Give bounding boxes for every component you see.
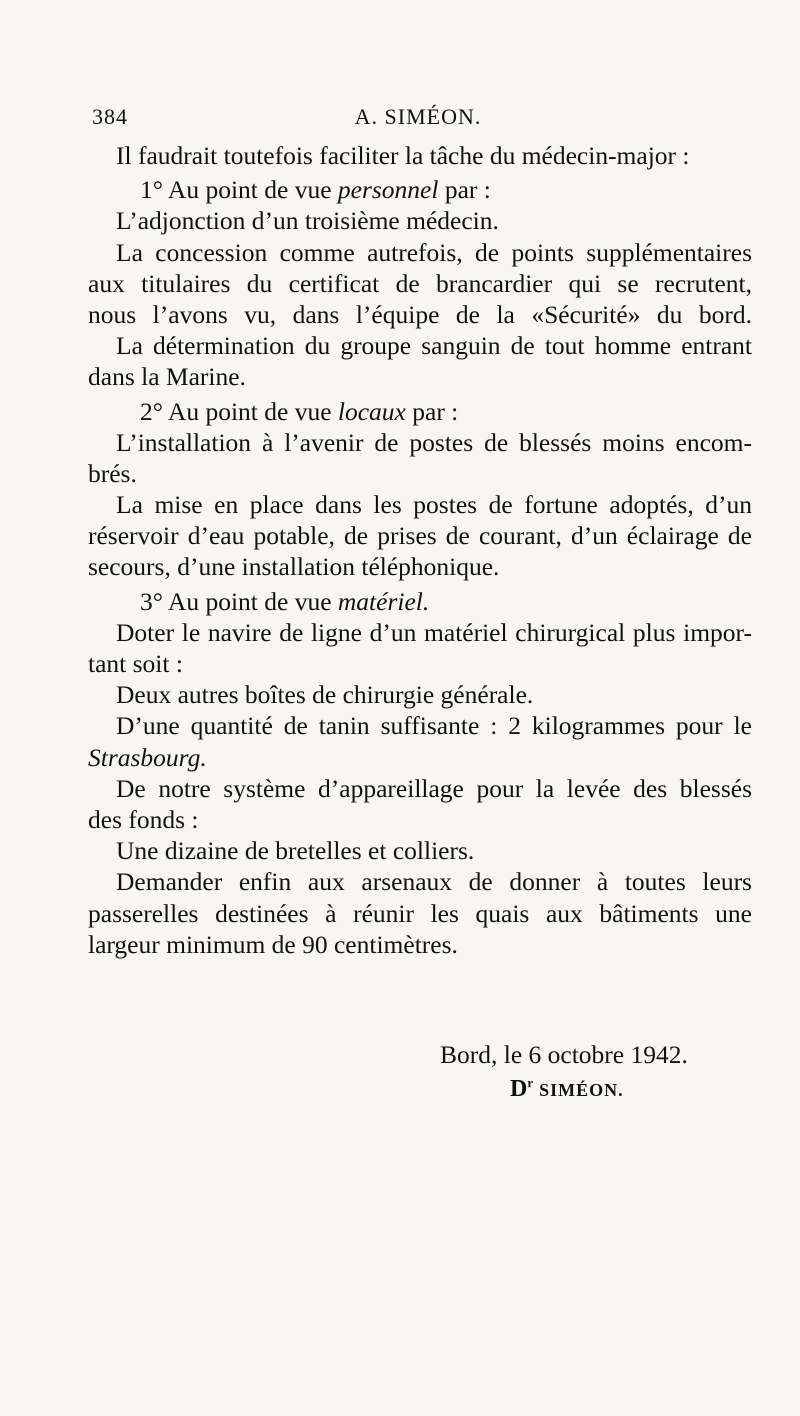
signature-author: $D^r$ SIMÉON. [510,1075,624,1102]
text-line: tant soit : [88,649,183,678]
text-line: De notre système d’appareillage pour la levée des blessés [116,773,752,803]
text-line: largeur minimum de 90 centimètres. [88,929,458,959]
signature-date: Bord, le 6 octobre 1942. [440,1040,688,1069]
text-line: La concession comme autrefois, de points supplémentaires [116,237,752,267]
section-heading-personnel: 1° Au point de vue personnel par : [140,175,491,205]
page-number: 384 [92,104,128,129]
running-title: A. SIMÉON. [354,104,482,129]
section-heading-locaux: 2° Au point de vue locaux par : [140,396,459,426]
text-line: La mise en place dans les postes de fortune adoptés, d’un [116,490,752,520]
body-text [88,140,752,960]
text-line: passerelles destinées à réunir les quais aux bâtiments une [88,898,752,928]
page-header [88,98,748,138]
text-line: La détermination du groupe sanguin de tout homme entrant [116,331,752,361]
text-line: aux titulaires du certificat de brancardier qui se recrutent, [88,268,752,298]
text-line: L’installation à l’avenir de postes de blessés moins encom- [116,427,752,457]
text-line: Deux autres boîtes de chirurgie générale. [116,680,534,710]
text-line: brés. [88,458,137,488]
text-line: dans la Marine. [88,362,246,392]
text-line: Demander enfin aux arsenaux de donner à toutes leurs [116,867,752,897]
text-line: nous l’avons vu, dans l’équipe de la «Sécurité» du bord. [88,299,752,329]
text-line: secours, d’une installation téléphonique. [88,552,500,582]
text-line: Une dizaine de bretelles et colliers. [116,836,475,866]
text-line: D’une quantité de tanin suffisante : 2 kilogrammes pour le [116,711,752,741]
text-line: Doter le navire de ligne d’un matériel chirurgical plus impor- [116,617,752,647]
section-heading-materiel: 3° Au point de vue matériel. [140,586,430,616]
text-line: des fonds : [88,804,199,834]
text-line: L’adjonction d’un troisième médecin. [116,206,499,236]
text-line: Il faudrait toutefois faciliter la tâche du médecin-major : [116,141,690,170]
text-line: Strasbourg. [88,742,207,772]
text-line: réservoir d’eau potable, de prises de courant, d’un éclairage de [88,521,752,551]
